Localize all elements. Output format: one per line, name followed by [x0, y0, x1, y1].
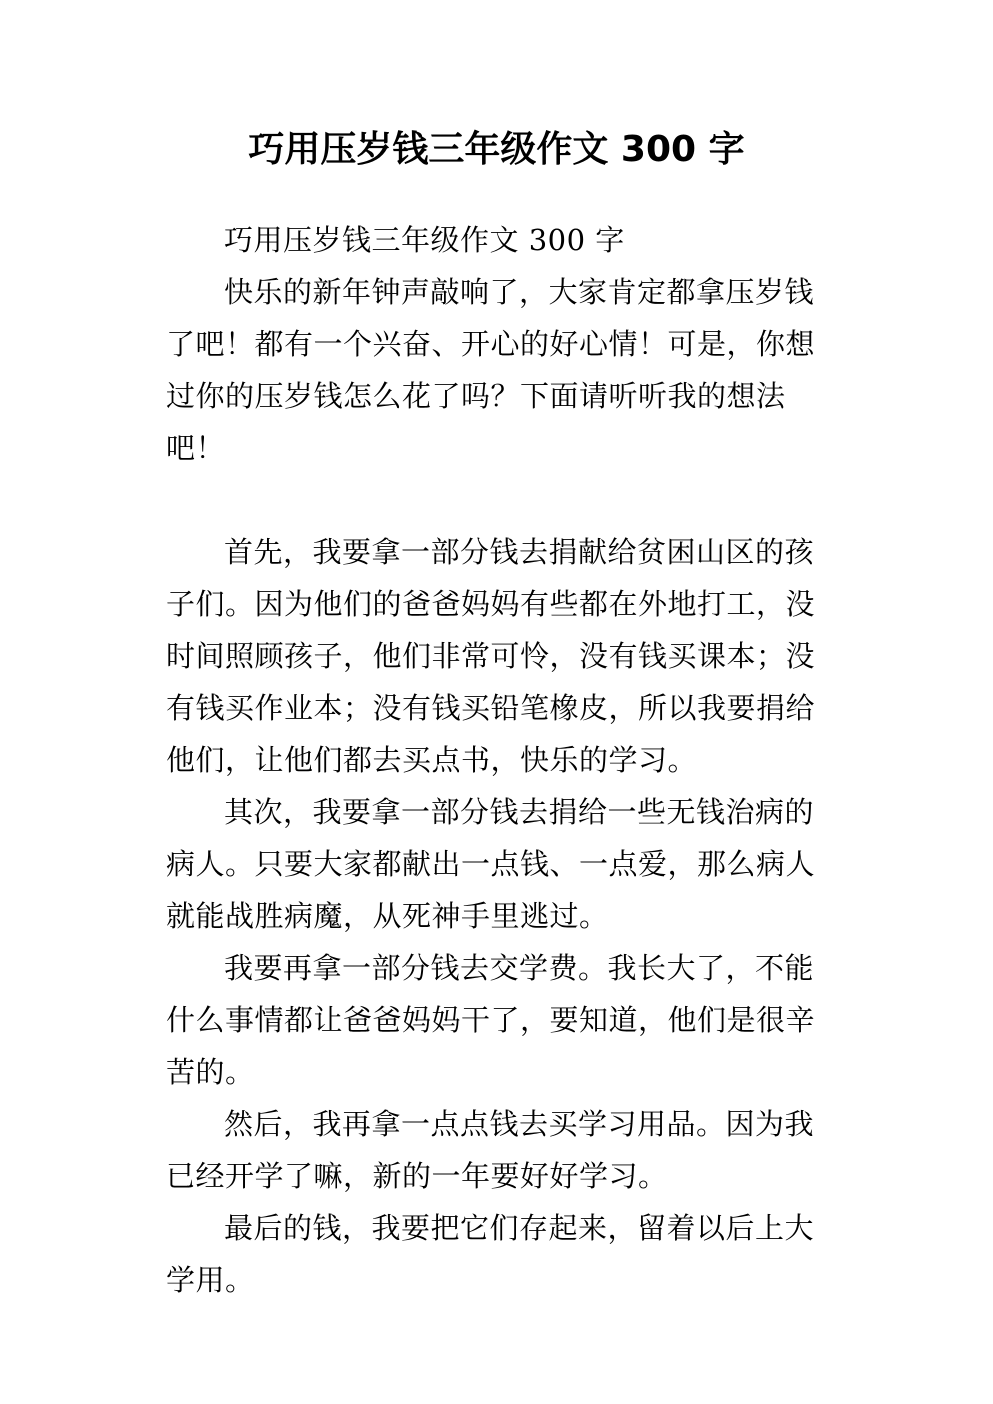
paragraph-first: 首先，我要拿一部分钱去捐献给贫困山区的孩子们。因为他们的爸爸妈妈有些都在外地打工，没时间照顾孩子，他们非常可怜，没有钱买课本；没有钱买作业本；没有钱买铅笔橡皮，所以我要捐给他们，让他们都去买点书，快乐的学习。	[166, 535, 816, 777]
paragraph-subtitle: 巧用压岁钱三年级作文 300 字	[224, 223, 625, 257]
paragraph-last: 最后的钱，我要把它们存起来，留着以后上大学用。	[166, 1211, 815, 1297]
paragraph-second: 其次，我要拿一部分钱去捐给一些无钱治病的病人。只要大家都献出一点钱、一点爱，那么病人就能战胜病魔，从死神手里逃过。	[166, 795, 816, 933]
paragraph-third: 我要再拿一部分钱去交学费。我长大了，不能什么事情都让爸爸妈妈干了，要知道，他们是很辛苦的。	[166, 951, 816, 1089]
document-title: 巧用压岁钱三年级作文 300 字	[248, 129, 745, 170]
document-body	[166, 214, 828, 1306]
paragraph-intro: 快乐的新年钟声敲响了，大家肯定都拿压岁钱了吧！都有一个兴奋、开心的好心情！可是，你想过你的压岁钱怎么花了吗？下面请听听我的想法吧！	[166, 275, 816, 465]
paragraph-fourth: 然后，我再拿一点点钱去买学习用品。因为我已经开学了嘛，新的一年要好好学习。	[166, 1107, 815, 1193]
